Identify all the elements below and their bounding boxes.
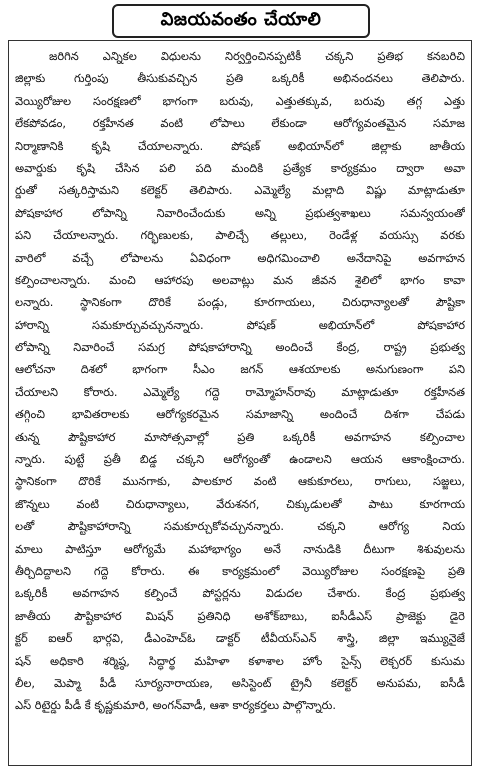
article-line: తున్న పౌష్టికాహార మాసోత్సవాల్లో ప్రతి ఒక్కరికీ అవగాహన కల్పించాల [15, 429, 465, 444]
article-line: వారిలో వచ్చే లోపాలను ఏవిధంగా అధిగమించాలి అనేదానిపై అవగాహన [15, 250, 465, 265]
article-body [8, 40, 472, 766]
article-line: పోషకాహార లోపాన్ని నివారించేందుకు అన్ని ప్రభుత్వశాఖలు సమన్వయంతో [15, 205, 465, 220]
article-line: న్నారు. పుట్టే ప్రతీ బిడ్డ చక్కని ఆరోగ్యంతో ఉండాలని ఆయన ఆకాంక్షించారు. [15, 452, 465, 467]
article-line: షన్ అధికారి శర్మిష్ఠ, సిద్ధార్థ మహిళా కళాశాల హోం సైన్స్ లెక్చరర్ కుసుమ [15, 653, 465, 668]
article-line: నిర్మాణానికి కృషి చేయాలన్నారు. పోషణ్ అభియాన్‌లో జిల్లాకు జాతీయ [15, 138, 465, 153]
headline-box [112, 4, 370, 38]
article-line: కల్పించాలన్నారు. మంచి ఆహారపు అలవాట్లు మన జీవన శైలిలో భాగం కావా [15, 272, 465, 287]
article-line: జిల్లాకు గుర్తింపు తీసుకువచ్చిన ప్రతి ఒక్కరికీ అభినందనలు తెలిపారు. [15, 71, 465, 86]
article-line: లతో పౌష్టికాహారాన్ని సమకూర్చుకోవచ్చునన్నారు. చక్కని ఆరోగ్య నియ [15, 519, 465, 534]
article-line: లీల, మెప్మా పీడీ సూర్యనారాయణ, అసిస్టెంట్ ట్రైనీ కలెక్టర్ అనుపమ, ఐసీడీ [15, 675, 465, 690]
article-line: ఎస్ రిటైర్డు పీడీ కే కృష్ణకుమారి, అంగన్‌వాడీ, ఆశా కార్యకర్తలు పాల్గొన్నారు. [15, 698, 336, 713]
article-line: ఆలోచనా దిశలో భాగంగా సీఎం జగన్ ఆశయాలకు అనుగుణంగా పని [15, 362, 465, 377]
article-line: జొన్నలు వంటి చిరుధాన్యాలు, వేరుశనగ, చిక్కుడులతో పాటు కూరగాయ [15, 496, 465, 511]
article-line: తీర్చిదిద్దాలని గద్దె కోరారు. ఈ కార్యక్రమంలో వెయ్యిరోజుల సంరక్షణపై ప్రతి [15, 563, 465, 578]
article-line: లన్నారు. స్థానికంగా దొరికే పండ్లు, కూరగాయలు, చిరుధాన్యాలతో పౌష్టికా [15, 295, 465, 310]
headline: విజయవంతం చేయాలి [160, 8, 322, 30]
article-line: హారాన్ని సమకూర్చువచ్చునన్నారు. పోషణ్ అభియాన్‌లో పోషకాహార [15, 317, 465, 332]
article-line: లోపాన్ని నివారించే సమగ్ర పోషకాహారాన్ని అందించే కేంద్ర, రాష్ట్ర ప్రభుత్వ [15, 340, 465, 355]
article-line: పని చేయాలన్నారు. గర్భిణులకు, పాలిచ్చే తల్లులు, రెండేళ్ల వయస్సు వరకు [15, 228, 465, 243]
article-line: మాలు పాటిస్తూ ఆరోగ్యమే మహాభాగ్యం అనే నానుడికి దీటుగా శిశువులను [15, 541, 465, 556]
article-line: జాతీయ పౌష్టికాహార మిషన్ ప్రతినిధి అశోక్‌బాబు, ఐసీడీఎస్ ప్రాజెక్టు డైరె [15, 608, 465, 623]
article-line: లేకపోవడం, రక్తహీనత వంటి లోపాలు లేకుండా ఆరోగ్యవంతమైన సమాజ [15, 116, 465, 131]
article-line: జరిగిన ఎన్నికల విధులను నిర్వర్తించినప్పటికీ చక్కని ప్రతిభ కనబరిచి [49, 49, 465, 63]
article-line: అవార్డుకు కృషి చేసిన పలి పది మందికి ప్రత్యేక కార్యక్రమం ద్వారా అవా [15, 160, 465, 175]
article-line: స్థానికంగా దొరికే మునగాకు, పాలకూర వంటి ఆకుకూరలు, రాగులు, సజ్జలు, [15, 474, 465, 489]
article-line: ర్డుతో సత్కరిస్తామని కలెక్టర్ తెలిపారు. ఎమ్మెల్యే మల్లాది విష్ణు మాట్లాడుతూ [15, 183, 465, 198]
article-line: క్టర్ ఐఆర్ భార్గవి, డీఎంహెచ్ఓ డాక్టర్ టీవీయస్ఎన్ శాస్త్రి, జిల్లా ఇమ్యునైజే [15, 631, 465, 646]
article-line: చేయాలని కోరారు. ఎమ్మెల్యే గద్దె రామ్మోహన్‌రావు మాట్లాడుతూ రక్తహీనత [15, 384, 465, 399]
article-line: ఒక్కరికీ అవగాహన కల్పించే పోస్టర్లను విడుదల చేశారు. కేంద్ర ప్రభుత్వ [15, 586, 465, 601]
article-line: తగ్గించి భావితరాలకు ఆరోగ్యకరమైన సమాజాన్ని అందించే దిశగా చేపడు [15, 407, 465, 422]
article-line: వెయ్యిరోజుల సంరక్షణలో భాగంగా బరువు, ఎత్తుతక్కువ, బరువు తగ్గ ఎత్తు [15, 93, 465, 108]
